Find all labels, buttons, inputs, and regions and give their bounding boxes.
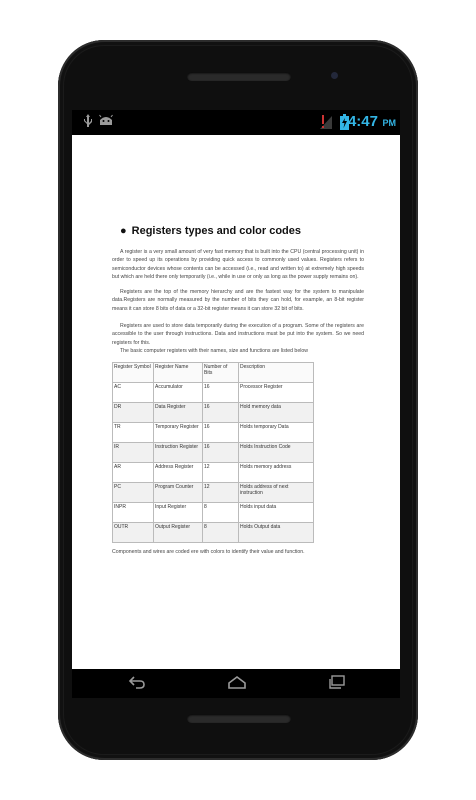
- table-cell: TR: [113, 423, 154, 443]
- table-cell: Input Register: [154, 503, 203, 523]
- paragraph-4: The basic computer registers with their names, size and functions are listed below: [120, 348, 308, 354]
- table-cell: Hold memory data: [239, 403, 314, 423]
- table-cell: Data Register: [154, 403, 203, 423]
- table-cell: 8: [203, 523, 239, 543]
- android-icon: [98, 114, 114, 133]
- table-cell: PC: [113, 483, 154, 503]
- table-row: [113, 463, 314, 483]
- table-cell: AR: [113, 463, 154, 483]
- table-row: [113, 423, 314, 443]
- table-row: [113, 443, 314, 463]
- paragraph-1: A register is a very small amount of very fast memory that is built into the CPU (central processing unit) in order to speed up its operations by providing quick access to commonly used values. Registers refers to semiconductor devices whose contents can be accessed (i.e., read and written to) at extremely high speeds but which are held there only temporarily (i.e., while in use or only as long as the power supply remains on).: [112, 249, 364, 280]
- back-icon[interactable]: [128, 675, 146, 694]
- paragraph-3: Registers are used to store data temporarily during the execution of a program. Some of the registers are accessible to the user through instructions. Data and instructions must be put into the system. So we need registers for this.: [112, 323, 364, 346]
- table-cell: Program Counter: [154, 483, 203, 503]
- table-cell: IR: [113, 443, 154, 463]
- registers-table: [112, 362, 314, 543]
- document-footer-text: Components and wires are coded ere with colors to identify their value and function.: [112, 549, 305, 555]
- screen: [72, 110, 400, 698]
- table-row: [113, 523, 314, 543]
- table-cell: Holds Output data: [239, 523, 314, 543]
- table-cell: 16: [203, 403, 239, 423]
- table-header-cell: Description: [239, 363, 314, 383]
- table-cell: Holds memory address: [239, 463, 314, 483]
- table-cell: 16: [203, 423, 239, 443]
- table-cell: Holds Instruction Code: [239, 443, 314, 463]
- table-cell: Processor Register: [239, 383, 314, 403]
- document-heading: [120, 225, 301, 237]
- table-cell: OUTR: [113, 523, 154, 543]
- navigation-bar: [72, 669, 400, 698]
- table-row: [113, 383, 314, 403]
- table-header-cell: Number of Bits: [203, 363, 239, 383]
- table-cell: 8: [203, 503, 239, 523]
- paragraph-2: Registers are the top of the memory hierarchy and are the fastest way for the system to manipulate data.Registers are normally measured by the number of bits they can hold, for example, an 8-bit register means it can store 8 bits of data or a 32-bit register means it can store 32 bit of bits.: [112, 289, 364, 312]
- table-cell: Temporary Register: [154, 423, 203, 443]
- top-speaker-grille: [187, 72, 291, 81]
- table-cell: Holds input data: [239, 503, 314, 523]
- table-cell: Output Register: [154, 523, 203, 543]
- table-cell: 12: [203, 483, 239, 503]
- recent-apps-icon[interactable]: [328, 675, 346, 694]
- table-row: [113, 403, 314, 423]
- table-cell: Address Register: [154, 463, 203, 483]
- usb-icon: [82, 114, 94, 133]
- heading-bullet: ●: [120, 225, 127, 237]
- table-header-cell: Register Symbol: [113, 363, 154, 383]
- table-cell: 16: [203, 443, 239, 463]
- table-header-cell: Register Name: [154, 363, 203, 383]
- status-bar: [72, 110, 400, 135]
- document-view[interactable]: [72, 135, 400, 669]
- heading-text: Registers types and color codes: [131, 225, 301, 237]
- table-cell: Instruction Register: [154, 443, 203, 463]
- bottom-speaker-grille: [187, 714, 291, 723]
- no-signal-icon: [320, 114, 334, 135]
- table-cell: Accumulator: [154, 383, 203, 403]
- table-cell: AC: [113, 383, 154, 403]
- table-cell: DR: [113, 403, 154, 423]
- status-clock-ampm: PM: [382, 118, 396, 128]
- home-icon[interactable]: [227, 675, 247, 694]
- status-clock: 4:47: [347, 113, 378, 130]
- front-camera: [331, 72, 338, 79]
- table-cell: INPR: [113, 503, 154, 523]
- table-cell: 12: [203, 463, 239, 483]
- table-cell: 16: [203, 383, 239, 403]
- table-row: [113, 503, 314, 523]
- table-row: [113, 483, 314, 503]
- table-header-row: [113, 363, 314, 383]
- table-cell: Holds address of next instruction: [239, 483, 314, 503]
- table-cell: Holds temporary Data: [239, 423, 314, 443]
